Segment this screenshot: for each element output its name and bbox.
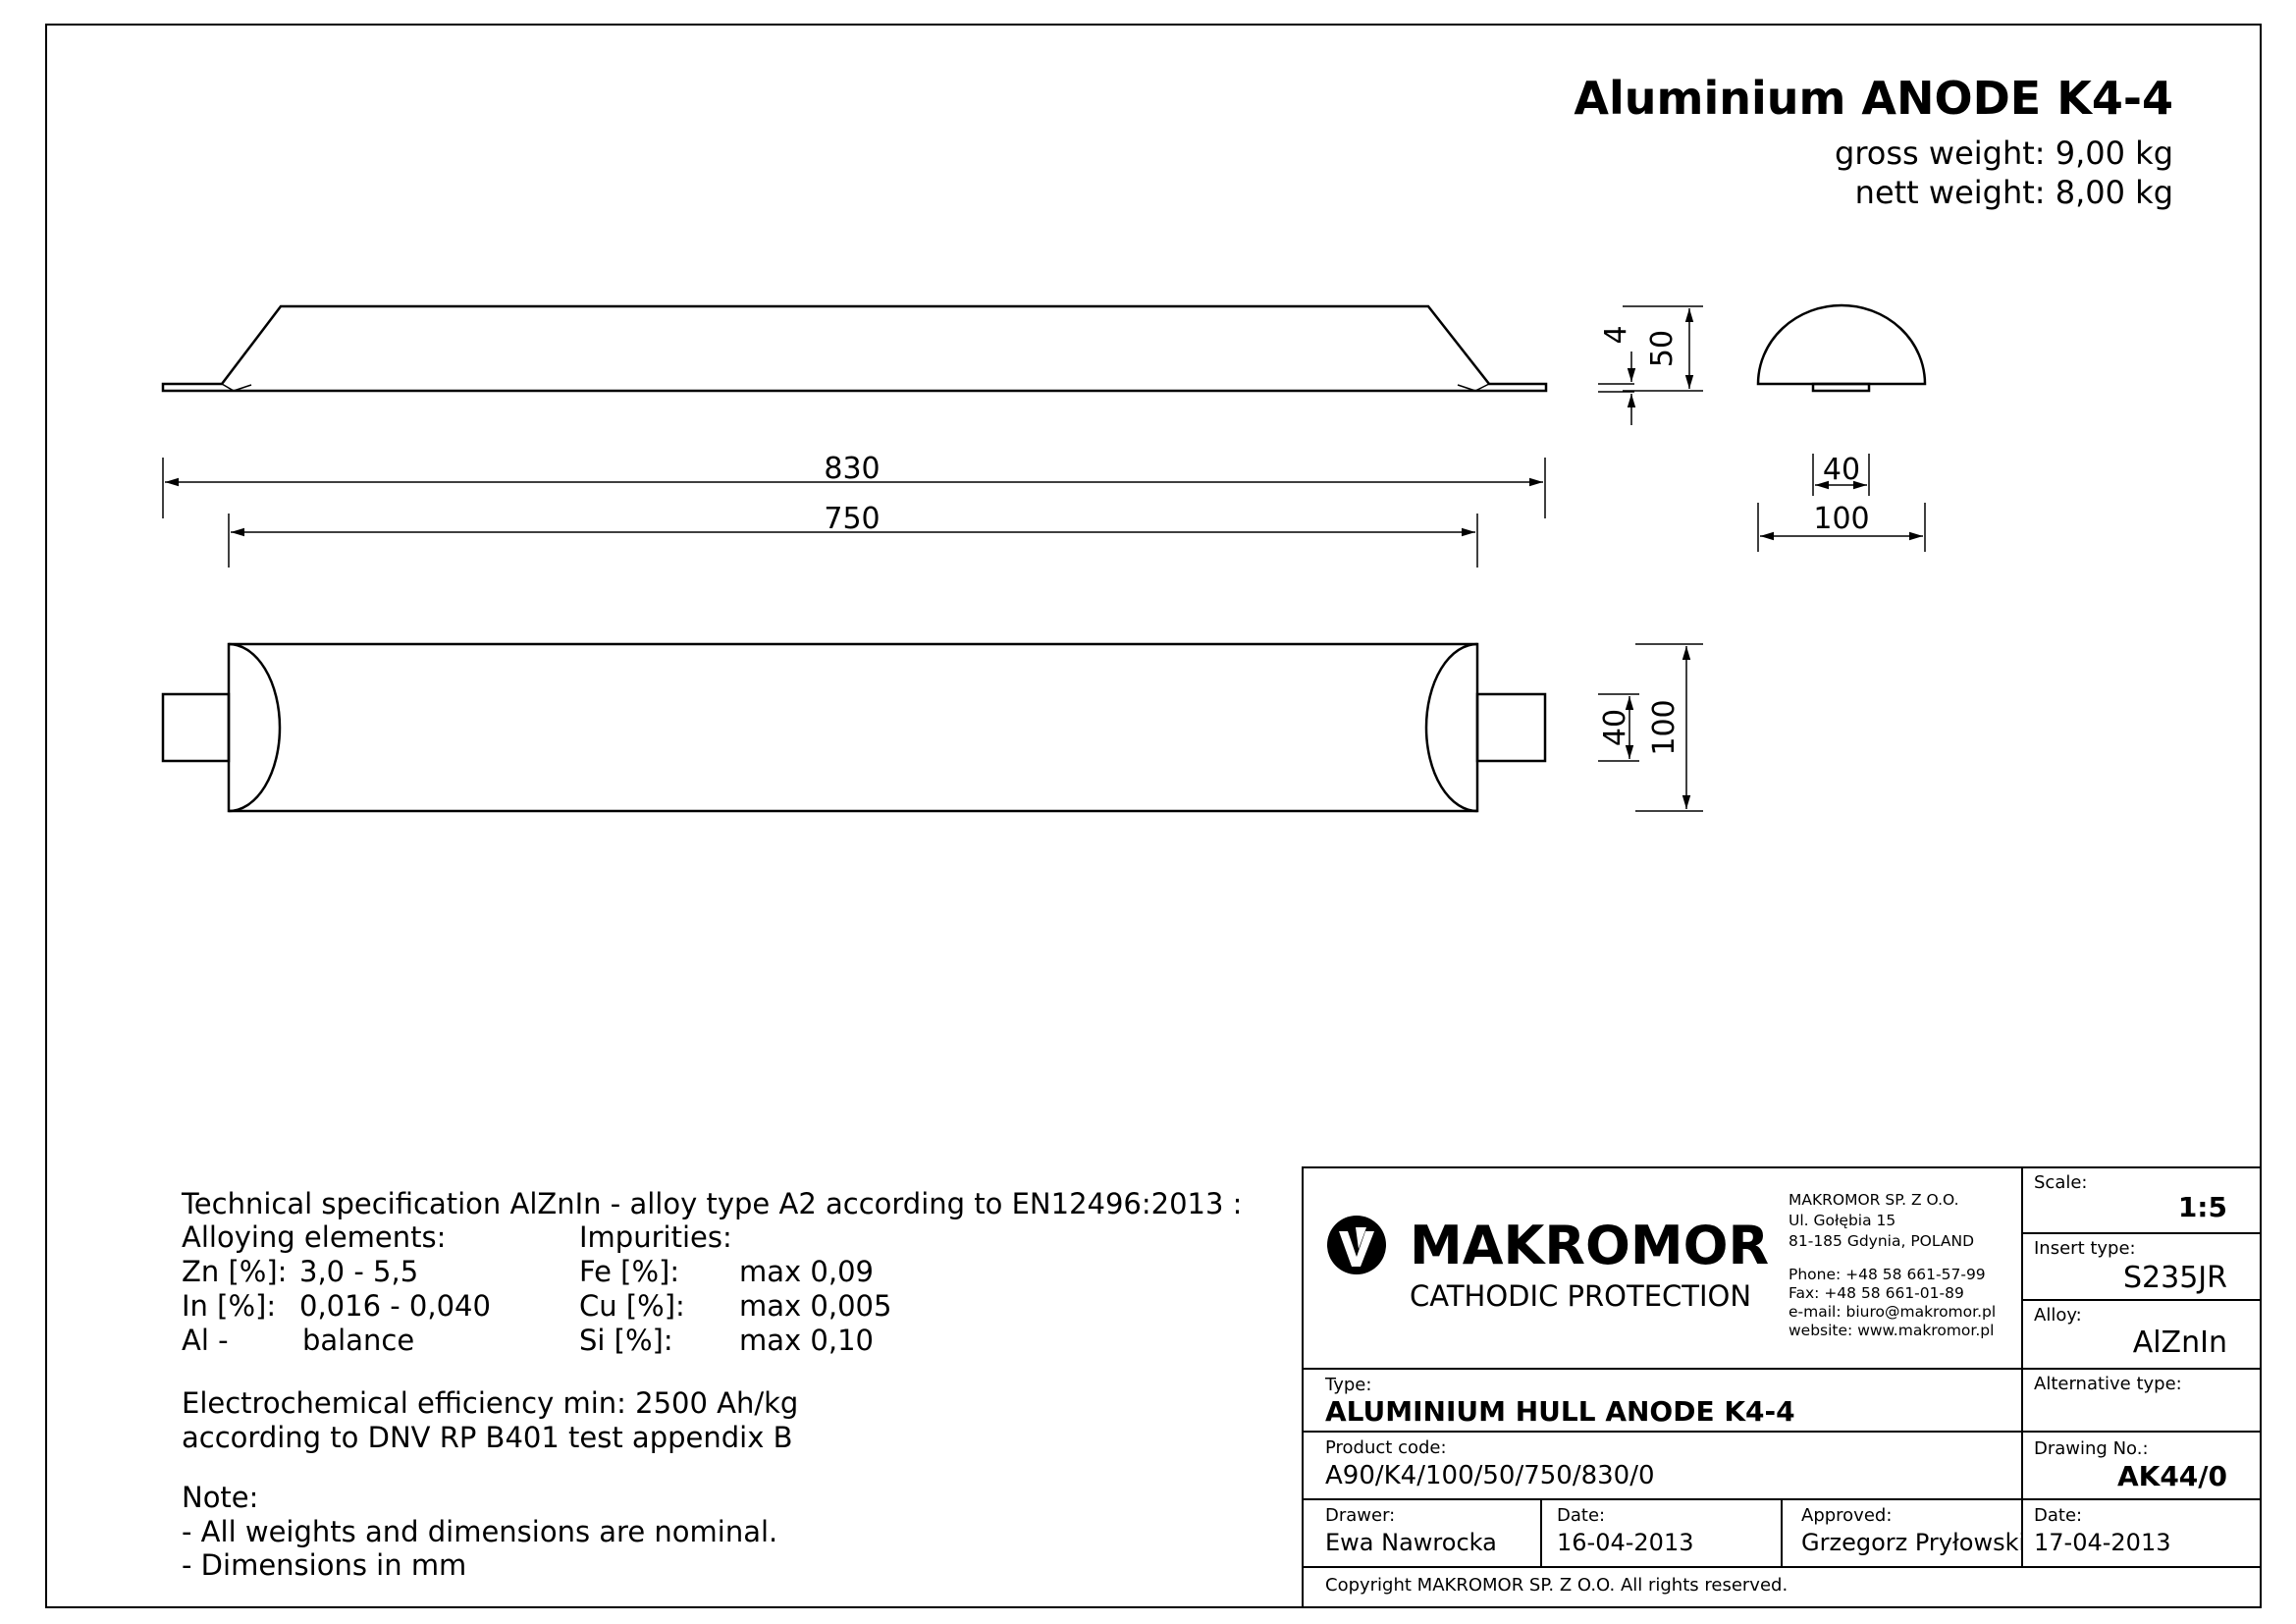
dim-height: 50 <box>1645 329 1680 368</box>
drawer-label: Drawer: <box>1325 1505 1396 1526</box>
address-line: 81-185 Gdynia, POLAND <box>1789 1232 1975 1250</box>
copyright: Copyright MAKROMOR SP. Z O.O. All rights reserved. <box>1325 1575 1789 1596</box>
alloy-zn-label: Zn [%]: <box>182 1255 288 1288</box>
dim-tab-thickness: 4 <box>1599 325 1633 345</box>
type-value: ALUMINIUM HULL ANODE K4-4 <box>1325 1395 1795 1428</box>
end-view <box>1758 305 1925 391</box>
alloy-in-value: 0,016 - 0,040 <box>299 1289 491 1323</box>
scale-value: 1:5 <box>2177 1191 2227 1223</box>
address-line: Fax: +48 58 661-01-89 <box>1789 1284 1964 1302</box>
top-view <box>163 644 1545 811</box>
dim-tab-width-side: 40 <box>1598 708 1632 747</box>
nett-weight: nett weight: 8,00 kg <box>1854 174 2173 211</box>
alloying-label: Alloying elements: <box>182 1220 447 1254</box>
note-2: - Dimensions in mm <box>182 1548 467 1582</box>
drawing-no-value: AK44/0 <box>2116 1460 2227 1492</box>
dim-width-side: 100 <box>1647 699 1682 756</box>
address-line: Ul. Gołębia 15 <box>1789 1212 1896 1229</box>
alloy-in-label: In [%]: <box>182 1289 277 1323</box>
impurity-fe-label: Fe [%]: <box>579 1255 680 1288</box>
spec-heading: Technical specification AlZnIn - alloy type A2 according to EN12496:2013 : <box>182 1187 1243 1220</box>
dim-width-top: 100 <box>1813 502 1870 536</box>
efficiency-line-1: Electrochemical efficiency min: 2500 Ah/kg <box>182 1386 799 1420</box>
address-line: MAKROMOR SP. Z O.O. <box>1789 1191 1959 1209</box>
date-approved-label: Date: <box>2034 1505 2083 1526</box>
approved-label: Approved: <box>1801 1505 1893 1526</box>
efficiency-line-2: according to DNV RP B401 test appendix B <box>182 1421 793 1454</box>
date-approved-value: 17-04-2013 <box>2034 1529 2171 1556</box>
side-view <box>163 306 1546 391</box>
drawer-value: Ewa Nawrocka <box>1325 1529 1497 1556</box>
date-drawn-label: Date: <box>1557 1505 1606 1526</box>
address-line: Phone: +48 58 661-57-99 <box>1789 1266 1986 1283</box>
drawing-frame <box>46 25 2261 1607</box>
type-label: Type: <box>1325 1375 1372 1395</box>
company-name: MAKROMOR <box>1410 1215 1770 1276</box>
product-code-label: Product code: <box>1325 1437 1447 1458</box>
drawing-no-label: Drawing No.: <box>2034 1438 2149 1459</box>
impurity-fe-value: max 0,09 <box>739 1255 874 1288</box>
alloy-al-label: Al - <box>182 1324 229 1357</box>
impurity-cu-value: max 0,005 <box>739 1289 892 1323</box>
company-sub: CATHODIC PROTECTION <box>1410 1279 1752 1313</box>
address-line: website: www.makromor.pl <box>1789 1322 1995 1339</box>
impurity-si-value: max 0,10 <box>739 1324 874 1357</box>
dim-total-length: 830 <box>824 452 881 486</box>
scale-label: Scale: <box>2034 1172 2088 1193</box>
alloy-zn-value: 3,0 - 5,5 <box>299 1255 419 1288</box>
insert-type-label: Insert type: <box>2034 1238 2136 1259</box>
makromor-logo-icon <box>1327 1216 1386 1274</box>
address-line: e-mail: biuro@makromor.pl <box>1789 1303 1997 1321</box>
dim-body-length: 750 <box>824 502 881 536</box>
alloy-label: Alloy: <box>2034 1305 2082 1326</box>
impurities-label: Impurities: <box>579 1220 732 1254</box>
insert-type-value: S235JR <box>2123 1261 2227 1295</box>
approved-value: Grzegorz Pryłowski <box>1801 1529 2026 1556</box>
date-drawn-value: 16-04-2013 <box>1557 1529 1694 1556</box>
product-code-value: A90/K4/100/50/750/830/0 <box>1325 1461 1655 1490</box>
alloy-value: AlZnIn <box>2132 1326 2227 1360</box>
dim-tab-width-top: 40 <box>1822 453 1861 487</box>
alternative-type-label: Alternative type: <box>2034 1374 2182 1394</box>
note-1: - All weights and dimensions are nominal. <box>182 1515 778 1548</box>
drawing-title: Aluminium ANODE K4-4 <box>1574 72 2173 125</box>
note-label: Note: <box>182 1481 259 1514</box>
impurity-cu-label: Cu [%]: <box>579 1289 685 1323</box>
impurity-si-label: Si [%]: <box>579 1324 673 1357</box>
gross-weight: gross weight: 9,00 kg <box>1835 135 2173 172</box>
alloy-al-value: balance <box>302 1324 415 1357</box>
